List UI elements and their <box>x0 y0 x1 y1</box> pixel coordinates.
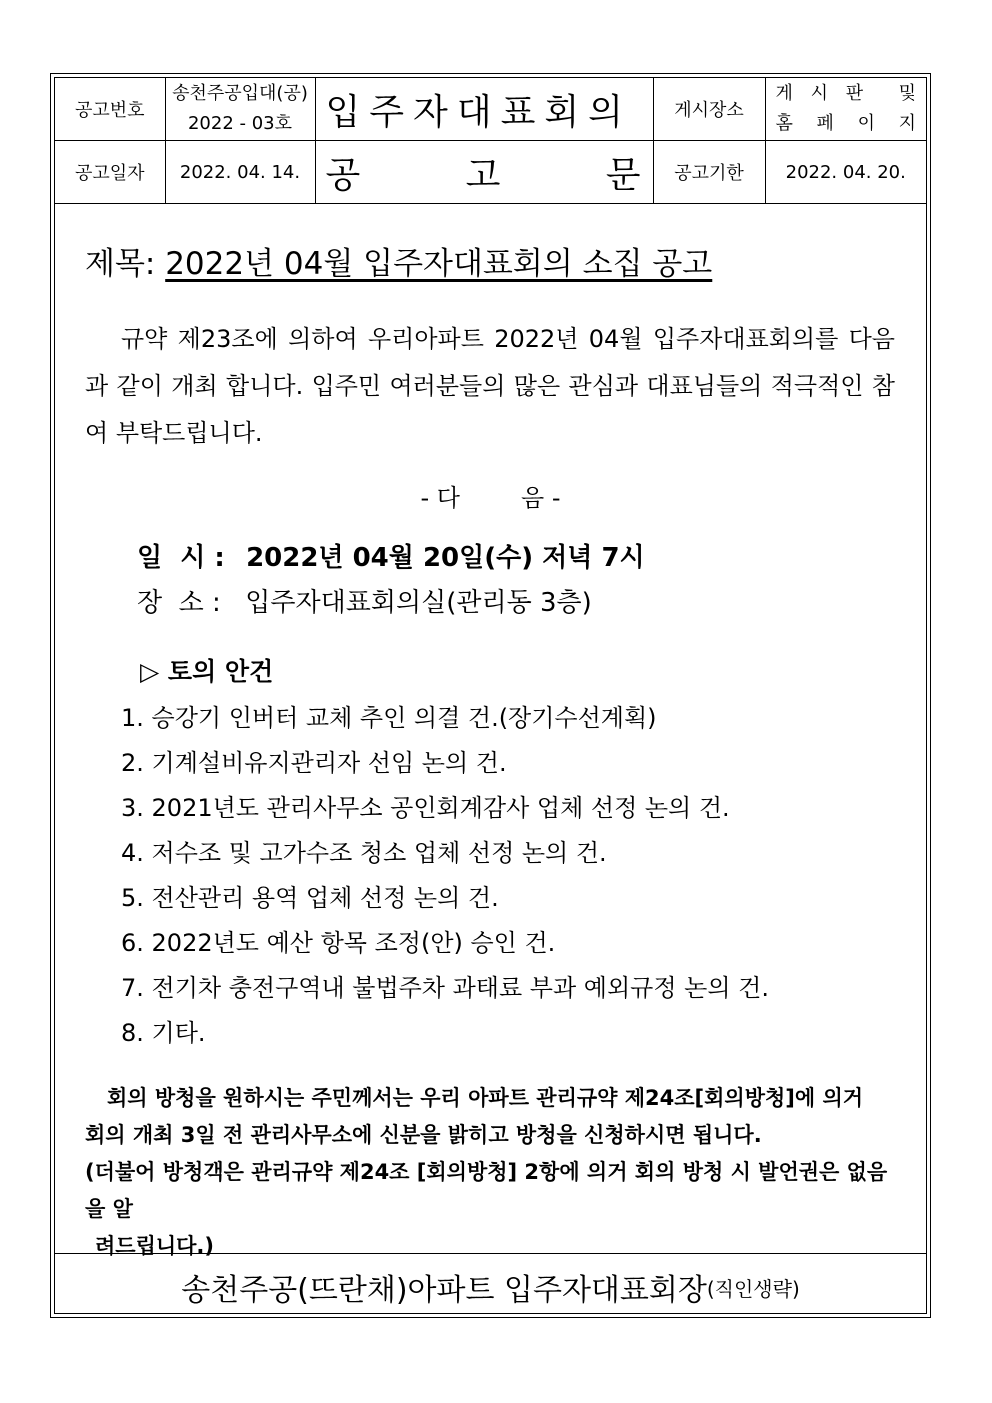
post-place-value <box>765 78 926 141</box>
signature-name: 송천주공(뜨란채)아파트 입주자대표회장 <box>181 1273 707 1308</box>
post-place-char: 홈 <box>775 113 793 134</box>
deadline-value: 2022. 04. 20. <box>765 141 926 204</box>
notice-number-line-2: 2022 - 03호 <box>187 113 293 134</box>
document-title-bottom <box>315 141 653 204</box>
post-place-char: 게 <box>775 83 793 104</box>
agenda-item: 4. 저수조 및 고가수조 청소 업체 선정 논의 건. <box>121 839 607 867</box>
intro-paragraph <box>85 316 895 457</box>
da-eum-heading: - 다 음 - <box>420 484 561 512</box>
post-place-char: 시 <box>810 83 829 104</box>
seal-note: (직인생략) <box>706 1276 800 1301</box>
title-char: 공 <box>325 154 361 196</box>
notice-date-value: 2022. 04. 14. <box>165 141 315 204</box>
agenda-item: 5. 전산관리 용역 업체 선정 논의 건. <box>121 884 499 912</box>
post-place-char: 페 <box>816 113 834 134</box>
title-char: 고 <box>465 154 501 196</box>
post-place-char: 및 <box>898 83 916 104</box>
document-outer-frame <box>50 73 931 1318</box>
document-inner-frame <box>54 77 927 1314</box>
notice-line-2: 회의 개최 3일 전 관리사무소에 신분을 밝히고 방청을 신청하시면 됩니다. <box>85 1123 762 1147</box>
place-label: 장 소 : <box>137 588 221 618</box>
agenda-list <box>121 696 769 1056</box>
notice-line-3: (더불어 방청객은 관리규약 제24조 [회의방청] 2항에 의거 회의 방청 시 발언권은 없음을 알 <box>85 1160 888 1221</box>
title-char: 문 <box>605 154 641 196</box>
subject-line <box>85 238 712 283</box>
agenda-item: 3. 2021년도 관리사무소 공인회계감사 업체 선정 논의 건. <box>121 794 730 822</box>
agenda-item: 7. 전기차 충전구역내 불법주차 과태료 부과 예외규정 논의 건. <box>121 974 769 1002</box>
notice-line-4: 려드립니다.) <box>95 1234 215 1258</box>
datetime-label: 일 시 : <box>137 543 225 573</box>
place-value: 입주자대표회의실(관리동 3층) <box>245 588 592 618</box>
deadline-label: 공고기한 <box>653 141 765 204</box>
notice-number-label: 공고번호 <box>55 78 165 141</box>
agenda-item: 8. 기타. <box>121 1019 206 1047</box>
notice-number-value <box>165 78 315 141</box>
post-place-char: 지 <box>898 113 916 134</box>
notice-line-1: 회의 방청을 원하시는 주민께서는 우리 아파트 관리규약 제24조[회의방청]에 의거 <box>107 1086 864 1110</box>
datetime-row <box>137 537 645 574</box>
post-place-line-1 <box>766 79 927 109</box>
subject-text: 2022년 04월 입주자대표회의 소집 공고 <box>165 246 713 282</box>
subject-prefix: 제목: <box>85 246 156 282</box>
post-place-char: 판 <box>845 83 864 104</box>
agenda-item: 1. 승강기 인버터 교체 추인 의결 건.(장기수선계획) <box>121 704 657 732</box>
header-table <box>55 78 926 204</box>
datetime-value: 2022년 04월 20일(수) 저녁 7시 <box>246 543 645 573</box>
signature-bar <box>55 1253 926 1320</box>
document-title-top: 입주자대표회의 <box>315 78 653 141</box>
intro-text: 규약 제23조에 의하여 우리아파트 2022년 04월 입주자대표회의를 다음과 같이 개최 합니다. 입주민 여러분들의 많은 관심과 대표님들의 적극적인 참여 부탁드립니다. <box>85 325 895 447</box>
notice-date-label: 공고일자 <box>55 141 165 204</box>
agenda-heading: ▷ 토의 안건 <box>140 657 274 686</box>
observer-notice <box>85 1080 895 1265</box>
agenda-item: 6. 2022년도 예산 항목 조정(안) 승인 건. <box>121 929 556 957</box>
place-row <box>137 582 592 619</box>
post-place-label: 게시장소 <box>653 78 765 141</box>
agenda-item: 2. 기계설비유지관리자 선임 논의 건. <box>121 749 507 777</box>
post-place-line-2 <box>766 109 927 139</box>
notice-number-line-1: 송천주공입대(공) <box>172 83 308 104</box>
post-place-char: 이 <box>857 113 875 134</box>
